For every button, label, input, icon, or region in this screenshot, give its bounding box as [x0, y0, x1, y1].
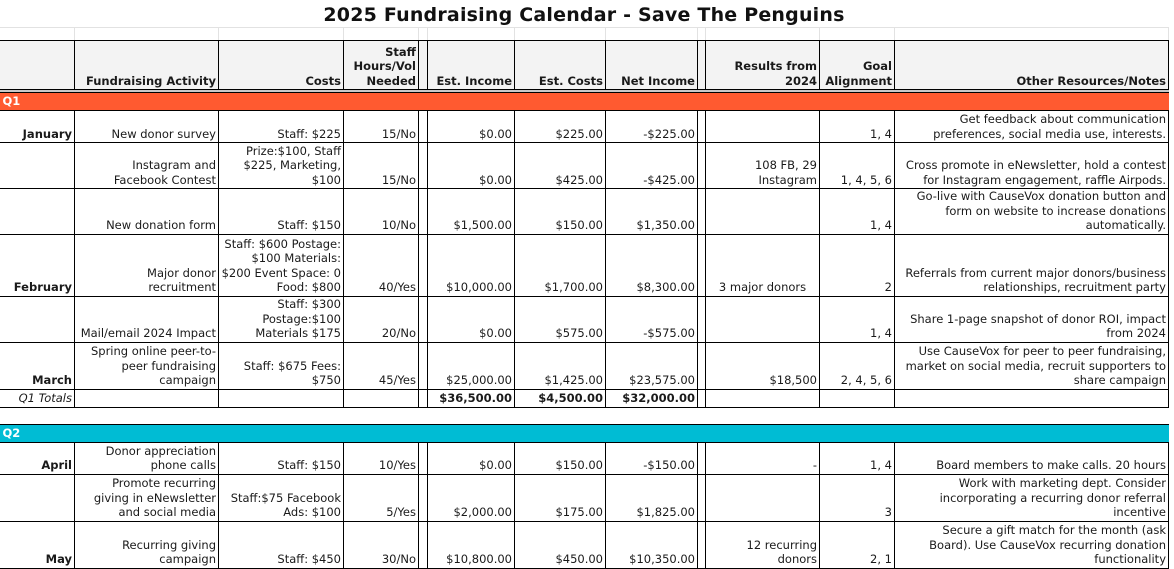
cell-net-income[interactable]: $1,825.00	[606, 474, 698, 521]
cell-staff[interactable]: 15/No	[344, 143, 419, 189]
empty-cell[interactable]	[706, 389, 820, 407]
table-row	[0, 111, 1169, 143]
cell-notes[interactable]: Secure a gift match for the month (ask Board). Use CauseVox recurring donation functionality	[895, 521, 1169, 568]
empty-cell[interactable]	[219, 389, 344, 407]
spacer-cell[interactable]	[419, 474, 428, 521]
cell-month[interactable]: February	[0, 234, 75, 296]
cell-est-income[interactable]: $25,000.00	[428, 342, 515, 389]
cell-month[interactable]	[0, 143, 75, 189]
cell-activity[interactable]: Spring online peer-to-peer fundraising campaign	[75, 342, 219, 389]
cell-costs[interactable]: Staff: $150	[219, 442, 344, 474]
cell-costs[interactable]: Staff: $450	[219, 521, 344, 568]
cell-est-income[interactable]: $0.00	[428, 143, 515, 189]
cell-net-income[interactable]: -$425.00	[606, 143, 698, 189]
cell-net-income[interactable]: -$225.00	[606, 111, 698, 143]
spacer-cell[interactable]	[698, 41, 706, 90]
spacer-cell[interactable]	[419, 521, 428, 568]
cell-staff[interactable]: 45/Yes	[344, 342, 419, 389]
fundraising-table	[0, 40, 1169, 569]
spacer-cell[interactable]	[419, 342, 428, 389]
header-row	[0, 41, 1169, 90]
cell-month[interactable]: April	[0, 442, 75, 474]
cell-notes[interactable]: Work with marketing dept. Consider incorporating a recurring donor referral incentive	[895, 474, 1169, 521]
cell-net-income[interactable]: -$150.00	[606, 442, 698, 474]
cell-notes[interactable]: Use CauseVox for peer to peer fundraising, market on social media, recruit supporters to share campaign	[895, 342, 1169, 389]
gridline	[343, 27, 344, 40]
cell-activity[interactable]: New donation form	[75, 189, 219, 235]
cell-est-costs[interactable]: $1,700.00	[515, 234, 606, 296]
gridline	[605, 27, 606, 40]
cell-goal[interactable]: 1, 4	[820, 296, 895, 342]
gridline	[705, 27, 706, 40]
cell-goal[interactable]: 2, 4, 5, 6	[820, 342, 895, 389]
cell-est-costs[interactable]: $450.00	[515, 521, 606, 568]
table-row	[0, 521, 1169, 568]
spacer-cell[interactable]	[698, 342, 706, 389]
header-staff[interactable]: Staff Hours/Vol Needed	[344, 41, 419, 90]
cell-goal[interactable]: 3	[820, 474, 895, 521]
cell-notes[interactable]: Go-live with CauseVox donation button and form on website to increase donations automatically.	[895, 189, 1169, 235]
sheet-title: 2025 Fundraising Calendar - Save The Penguins	[323, 4, 845, 26]
cell-goal[interactable]: 1, 4	[820, 189, 895, 235]
spacer-cell[interactable]	[698, 234, 706, 296]
cell-results-2024[interactable]	[706, 296, 820, 342]
q1-label[interactable]: Q1	[0, 93, 1169, 111]
cell-results-2024[interactable]: 3 major donors	[706, 234, 820, 296]
cell-notes[interactable]: Board members to make calls. 20 hours	[895, 442, 1169, 474]
spacer-cell[interactable]	[419, 111, 428, 143]
spacer-cell[interactable]	[419, 296, 428, 342]
spacer-cell[interactable]	[698, 296, 706, 342]
cell-est-costs[interactable]: $150.00	[515, 189, 606, 235]
cell-goal[interactable]: 1, 4, 5, 6	[820, 143, 895, 189]
cell-results-2024[interactable]: 12 recurring donors	[706, 521, 820, 568]
empty-cell[interactable]	[895, 389, 1169, 407]
spacer-cell[interactable]	[419, 389, 428, 407]
cell-staff[interactable]: 15/No	[344, 111, 419, 143]
gridline	[218, 27, 219, 40]
spacer-cell[interactable]	[419, 41, 428, 90]
spacer-cell[interactable]	[698, 111, 706, 143]
header-month[interactable]	[0, 41, 75, 90]
q2-band	[0, 424, 1169, 442]
cell-est-costs[interactable]: $150.00	[515, 442, 606, 474]
cell-costs[interactable]: Prize:$100, Staff $225, Marketing, $100	[219, 143, 344, 189]
cell-est-costs[interactable]: $225.00	[515, 111, 606, 143]
cell-costs[interactable]: Staff: $300 Postage:$100 Materials $175	[219, 296, 344, 342]
total-net-income[interactable]: $32,000.00	[606, 389, 698, 407]
cell-net-income[interactable]: $8,300.00	[606, 234, 698, 296]
spacer-cell[interactable]	[698, 143, 706, 189]
header-activity[interactable]: Fundraising Activity	[75, 41, 219, 90]
q2-label[interactable]: Q2	[0, 424, 1169, 442]
cell-results-2024[interactable]	[706, 189, 820, 235]
header-est-costs[interactable]: Est. Costs	[515, 41, 606, 90]
gridline	[427, 27, 428, 40]
header-costs[interactable]: Costs	[219, 41, 344, 90]
empty-cell[interactable]	[0, 407, 1169, 424]
blank-row	[0, 407, 1169, 424]
cell-est-income[interactable]: $0.00	[428, 442, 515, 474]
cell-est-income[interactable]: $2,000.00	[428, 474, 515, 521]
header-net-income[interactable]: Net Income	[606, 41, 698, 90]
cell-costs[interactable]: Staff: $225	[219, 111, 344, 143]
cell-activity[interactable]: Major donor recruitment	[75, 234, 219, 296]
table-row	[0, 474, 1169, 521]
cell-est-income[interactable]: $1,500.00	[428, 189, 515, 235]
spacer-cell[interactable]	[698, 521, 706, 568]
cell-est-costs[interactable]: $1,425.00	[515, 342, 606, 389]
cell-net-income[interactable]: $1,350.00	[606, 189, 698, 235]
empty-cell[interactable]	[344, 389, 419, 407]
cell-costs[interactable]: Staff: $600 Postage: $100 Materials: $200 Event Space: 0 Food: $800	[219, 234, 344, 296]
cell-activity[interactable]: Promote recurring giving in eNewsletter and social media	[75, 474, 219, 521]
cell-staff[interactable]: 10/No	[344, 189, 419, 235]
gridline	[819, 27, 820, 40]
cell-est-income[interactable]: $10,800.00	[428, 521, 515, 568]
gridline	[697, 27, 698, 40]
cell-costs[interactable]: Staff: $675 Fees: $750	[219, 342, 344, 389]
cell-month[interactable]: January	[0, 111, 75, 143]
table-row	[0, 442, 1169, 474]
cell-staff[interactable]: 20/No	[344, 296, 419, 342]
cell-month[interactable]	[0, 296, 75, 342]
spacer-cell[interactable]	[419, 143, 428, 189]
cell-staff[interactable]: 5/Yes	[344, 474, 419, 521]
cell-goal[interactable]: 1, 4	[820, 111, 895, 143]
cell-staff[interactable]: 30/No	[344, 521, 419, 568]
gridline	[894, 27, 895, 40]
header-results-2024[interactable]: Results from 2024	[706, 41, 820, 90]
total-est-costs[interactable]: $4,500.00	[515, 389, 606, 407]
cell-results-2024[interactable]: 108 FB, 29 Instagram	[706, 143, 820, 189]
table-row	[0, 143, 1169, 189]
cell-activity[interactable]: Donor appreciation phone calls	[75, 442, 219, 474]
cell-month[interactable]	[0, 189, 75, 235]
cell-est-costs[interactable]: $175.00	[515, 474, 606, 521]
cell-net-income[interactable]: -$575.00	[606, 296, 698, 342]
cell-results-2024[interactable]: $18,500	[706, 342, 820, 389]
header-goal[interactable]: Goal Alignment	[820, 41, 895, 90]
cell-month[interactable]: May	[0, 521, 75, 568]
cell-net-income[interactable]: $10,350.00	[606, 521, 698, 568]
cell-costs[interactable]: Staff: $150	[219, 189, 344, 235]
table-row	[0, 342, 1169, 389]
cell-est-income[interactable]: $0.00	[428, 296, 515, 342]
cell-goal[interactable]: 2	[820, 234, 895, 296]
cell-notes[interactable]: Referrals from current major donors/business relationships, recruitment party	[895, 234, 1169, 296]
cell-goal[interactable]: 1, 4	[820, 442, 895, 474]
table-row	[0, 234, 1169, 296]
cell-results-2024[interactable]: -	[706, 442, 820, 474]
cell-activity[interactable]: New donor survey	[75, 111, 219, 143]
cell-month[interactable]	[0, 474, 75, 521]
spacer-cell[interactable]	[698, 389, 706, 407]
cell-est-costs[interactable]: $575.00	[515, 296, 606, 342]
gridline	[74, 27, 75, 40]
spacer-cell[interactable]	[698, 442, 706, 474]
header-notes[interactable]: Other Resources/Notes	[895, 41, 1169, 90]
cell-est-costs[interactable]: $425.00	[515, 143, 606, 189]
q1-totals-row	[0, 389, 1169, 407]
cell-results-2024[interactable]	[706, 474, 820, 521]
cell-notes[interactable]: Share 1-page snapshot of donor ROI, impact from 2024	[895, 296, 1169, 342]
gridline	[1168, 27, 1169, 40]
cell-notes[interactable]: Get feedback about communication preferences, social media use, interests.	[895, 111, 1169, 143]
cell-staff[interactable]: 10/Yes	[344, 442, 419, 474]
cell-month[interactable]: March	[0, 342, 75, 389]
q1-band	[0, 93, 1169, 111]
cell-goal[interactable]: 2, 1	[820, 521, 895, 568]
cell-est-income[interactable]: $0.00	[428, 111, 515, 143]
spacer-cell[interactable]	[698, 189, 706, 235]
gridline	[0, 27, 1168, 28]
empty-cell[interactable]	[820, 389, 895, 407]
cell-costs[interactable]: Staff:$75 Facebook Ads: $100	[219, 474, 344, 521]
cell-activity[interactable]: Mail/email 2024 Impact	[75, 296, 219, 342]
cell-net-income[interactable]: $23,575.00	[606, 342, 698, 389]
header-est-income[interactable]: Est. Income	[428, 41, 515, 90]
cell-results-2024[interactable]	[706, 111, 820, 143]
total-est-income[interactable]: $36,500.00	[428, 389, 515, 407]
totals-label[interactable]: Q1 Totals	[0, 389, 75, 407]
empty-cell[interactable]	[75, 389, 219, 407]
spacer-cell[interactable]	[419, 234, 428, 296]
gridline	[514, 27, 515, 40]
spacer-cell[interactable]	[698, 474, 706, 521]
table-row	[0, 296, 1169, 342]
spacer-cell[interactable]	[419, 442, 428, 474]
gridline	[418, 27, 419, 40]
cell-staff[interactable]: 40/Yes	[344, 234, 419, 296]
cell-activity[interactable]: Instagram and Facebook Contest	[75, 143, 219, 189]
cell-notes[interactable]: Cross promote in eNewsletter, hold a contest for Instagram engagement, raffle Airpods.	[895, 143, 1169, 189]
cell-activity[interactable]: Recurring giving campaign	[75, 521, 219, 568]
table-row	[0, 189, 1169, 235]
cell-est-income[interactable]: $10,000.00	[428, 234, 515, 296]
spacer-cell[interactable]	[419, 189, 428, 235]
